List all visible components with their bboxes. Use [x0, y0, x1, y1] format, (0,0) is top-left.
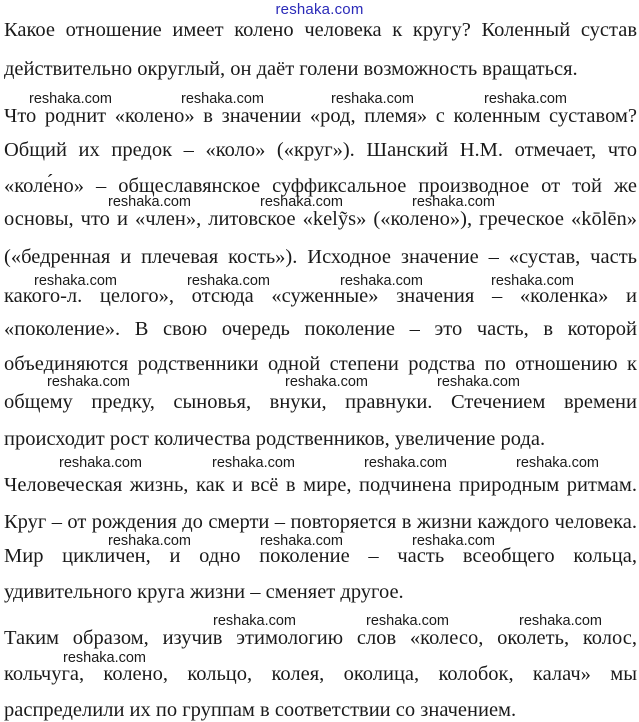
text-line: («бедренная и плечевая кость»). Исходное значение – «сустав, часть	[4, 246, 637, 268]
reshaka-watermark: reshaka.com	[34, 273, 118, 289]
text-line: Какое отношение имеет колено человека к кругу? Коленный сустав	[4, 19, 637, 41]
text-line: «поколение». В свою очередь поколение – это часть, в которой	[4, 318, 637, 340]
text-line: Круг – от рождения до смерти – повторяется в жизни каждого человека.	[4, 511, 637, 533]
text-line: распределили их по группам в соответствии со значением.	[4, 699, 517, 721]
text-line: общему предку, сыновья, внуки, правнуки. Стечением времени	[4, 391, 637, 413]
reshaka-watermark: reshaka.com	[412, 194, 496, 210]
site-watermark-top: reshaka.com	[275, 1, 364, 18]
text-line: «коле́но» – общеславянское суффиксальное производное от той же	[4, 175, 637, 197]
reshaka-watermark: reshaka.com	[187, 273, 271, 289]
text-line: Общий их предок – «коло» («круг»). Шанский Н.М. отмечает, что	[4, 139, 637, 161]
reshaka-watermark: reshaka.com	[108, 194, 192, 210]
reshaka-watermark: reshaka.com	[260, 194, 344, 210]
reshaka-watermark: reshaka.com	[285, 374, 369, 390]
reshaka-watermark: reshaka.com	[108, 533, 192, 549]
reshaka-watermark: reshaka.com	[47, 374, 131, 390]
text-line: какого-л. целого», отсюда «суженные» значения – «коленка» и	[4, 285, 637, 307]
reshaka-watermark: reshaka.com	[331, 91, 415, 107]
reshaka-watermark: reshaka.com	[181, 91, 265, 107]
text-line: объединяются родственники одной степени родства по отношению к	[4, 353, 637, 375]
reshaka-watermark: reshaka.com	[340, 273, 424, 289]
reshaka-watermark: reshaka.com	[484, 91, 568, 107]
text-line: Таким образом, изучив этимологию слов «колесо, околеть, колос,	[4, 627, 637, 649]
text-line: удивительного круга жизни – сменяет другое.	[4, 581, 404, 603]
reshaka-watermark: reshaka.com	[491, 273, 575, 289]
reshaka-watermark: reshaka.com	[437, 374, 521, 390]
reshaka-watermark: reshaka.com	[59, 455, 143, 471]
reshaka-watermark: reshaka.com	[213, 613, 297, 629]
text-line: Человеческая жизнь, как и всё в мире, подчинена природным ритмам.	[4, 474, 637, 496]
text-line: кольчуга, колено, кольцо, колея, околица, колобок, калач» мы	[4, 663, 637, 685]
reshaka-watermark: reshaka.com	[364, 455, 448, 471]
text-line: действительно округлый, он даёт голени возможность вращаться.	[4, 58, 578, 80]
reshaka-watermark: reshaka.com	[412, 533, 496, 549]
reshaka-watermark: reshaka.com	[366, 613, 450, 629]
text-line: основы, что и «член», литовское «kelỹs» («колено»), греческое «kōlēn»	[4, 208, 637, 230]
reshaka-watermark: reshaka.com	[212, 455, 296, 471]
text-line: Что роднит «колено» в значении «род, племя» с коленным суставом?	[4, 105, 637, 127]
reshaka-watermark: reshaka.com	[63, 650, 147, 666]
reshaka-watermark: reshaka.com	[29, 91, 113, 107]
text-line: Мир цикличен, и одно поколение – часть всеобщего кольца,	[4, 545, 637, 567]
reshaka-watermark: reshaka.com	[260, 533, 344, 549]
reshaka-watermark: reshaka.com	[519, 613, 603, 629]
reshaka-watermark: reshaka.com	[516, 455, 600, 471]
text-line: происходит рост количества родственников, увеличение рода.	[4, 428, 546, 450]
